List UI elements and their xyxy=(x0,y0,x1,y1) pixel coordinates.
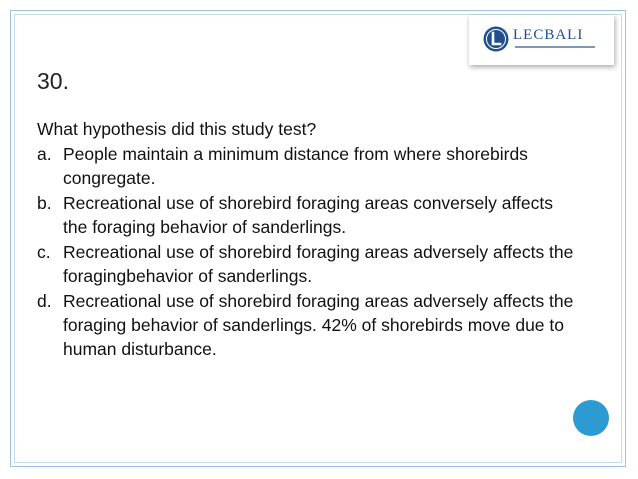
option-letter: b. xyxy=(37,193,52,213)
option-text: People maintain a minimum distance from where shorebirds congregate. xyxy=(63,144,528,188)
answer-option-d xyxy=(37,289,577,361)
decorative-circle xyxy=(573,400,609,436)
slide-number: 30. xyxy=(37,68,69,94)
option-text: Recreational use of shorebird foraging areas adversely affects the foraging behavior of sanderlings. 42% of shorebirds move due to human disturbance. xyxy=(63,291,574,359)
question-content xyxy=(37,117,577,362)
option-letter: c. xyxy=(37,242,51,262)
option-letter: a. xyxy=(37,144,52,164)
option-text: Recreational use of shorebird foraging areas adversely affects the foragingbehavior of sanderlings. xyxy=(63,242,574,286)
option-text: Recreational use of shorebird foraging areas conversely affects the foraging behavior of sanderlings. xyxy=(63,193,553,237)
answer-option-c xyxy=(37,240,577,288)
lecbali-logo xyxy=(469,15,614,65)
logo-tagline xyxy=(515,46,595,48)
option-letter: d. xyxy=(37,291,52,311)
answer-option-b xyxy=(37,191,577,239)
answer-option-a xyxy=(37,142,577,190)
logo-text: LECBALI xyxy=(513,27,584,43)
lecbali-logo-mark-icon xyxy=(483,26,509,52)
question-text: What hypothesis did this study test? xyxy=(37,119,317,139)
